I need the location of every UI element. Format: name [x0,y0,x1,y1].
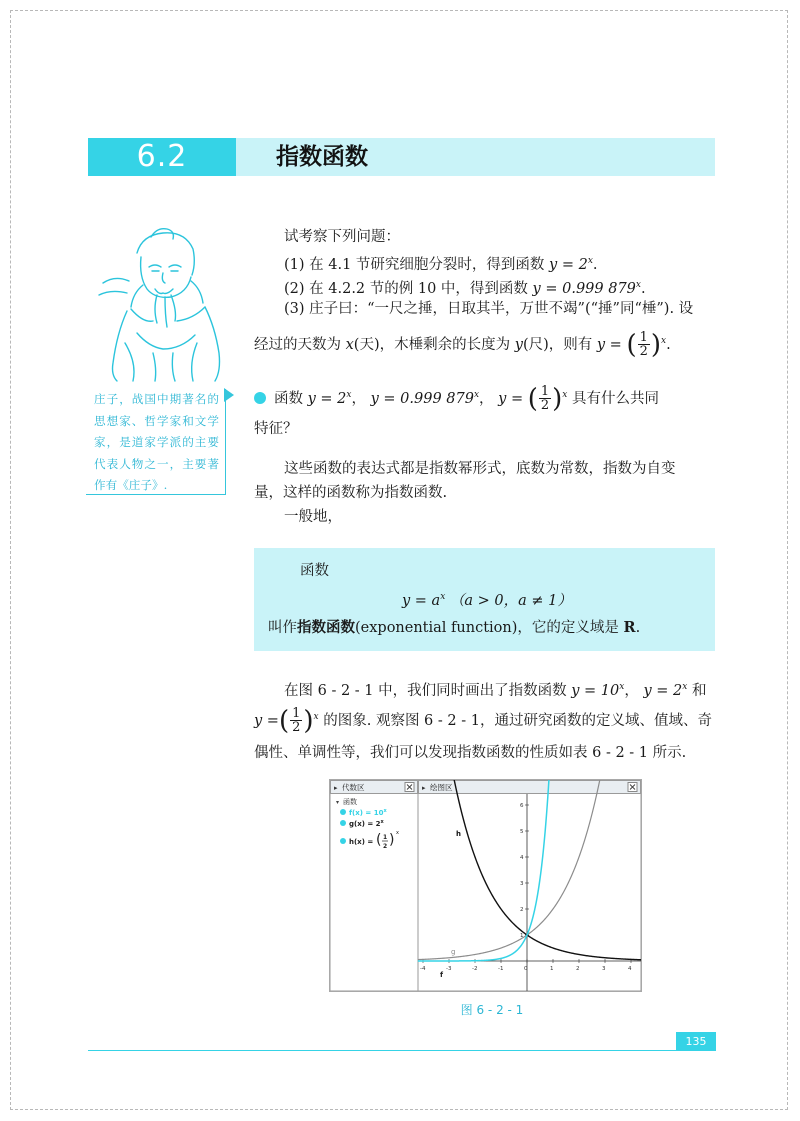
text: (天)，木棰剩余的长度为 [353,336,511,353]
svg-text:1: 1 [383,834,388,841]
intro-line: 试考察下列问题： [284,229,400,245]
problem-2: (2) 在 4.2.2 节的例 10 中，得到函数 y = 0.999 879$^x$. [284,280,646,297]
zhuangzi-side-note: 庄子，战国中期著名的思想家、哲学家和文学家，是道家学派的主要代表人物之一，主要著作有《庄子》. [86,389,226,495]
y-tick-label: 5 [520,829,524,835]
var-x: x [345,336,354,353]
x-tick-label: 2 [576,966,580,972]
h-visibility-dot[interactable] [340,838,346,844]
question-bullet-icon [254,392,266,404]
y-tick-label: 6 [520,803,524,809]
figure-text-line-2: y =( $\frac{1}{2}$ )$^x$ 的图象. 观察图 6 - 2 - 1，通过研究函数的定义域、值域、奇 [254,705,712,736]
y-tick-label: 3 [520,881,524,887]
zhuangzi-portrait-illustration [97,223,227,383]
figure-text-line-3: 偶性、单调性等，我们可以发现指数函数的性质如表 6 - 2 - 1 所示. [254,745,687,761]
x-tick-label: 4 [628,966,632,972]
question-line-1: 函数 $y = 2^x$， y = 0.999 879$^x$， y = ( $\frac{1}{2}$ )$^x$ 具有什么共同 [254,384,716,412]
close-icon[interactable] [405,783,414,792]
problem-1-math: y = 2 [549,256,588,273]
svg-text:): ) [389,832,395,848]
problem-1-text: (1) 在 4.1 节研究细胞分裂时，得到函数 [284,256,545,273]
x-tick-label: -1 [498,966,504,972]
explain-line-1: 这些函数的表达式都是指数幂形式，底数为常数，指数为自变 [284,461,676,477]
x-tick-label: 1 [550,966,554,972]
functions-label: 函数 [343,798,357,806]
text: (尺)，则有 [522,336,593,353]
g-visibility-dot[interactable] [340,820,346,826]
graphics-title: 绘图区 [430,783,453,792]
x-tick-label: -3 [446,966,452,972]
exponent: x [635,280,641,290]
f-definition: $f(x) = 10^x$ [349,808,387,817]
fraction-half: $\frac{1}{2}$ [639,330,648,360]
side-note-pointer [224,388,234,402]
fraction-half: $\frac{1}{2}$ [540,384,550,414]
term-exponential-function: 指数函数 [297,619,355,636]
text: 经过的天数为 [254,336,341,353]
y-tick-label: 2 [520,907,524,913]
section-number: 6.2 [88,138,236,176]
f-visibility-dot[interactable] [340,809,346,815]
section-title: 指数函数 [276,144,368,170]
exponent: x [661,336,667,346]
algebra-title: 代数区 [342,783,365,792]
svg-text:▾: ▾ [336,799,340,806]
x-tick-label: -4 [420,966,426,972]
x-tick-label: 3 [602,966,606,972]
fraction-half: $\frac{1}{2}$ [292,706,301,736]
exponent: x [587,256,593,266]
y-tick-label: 1 [520,933,524,939]
curve-label-f: f [440,971,444,979]
problem-2-math: y = 0.999 879 [532,280,636,297]
problem-2-text: (2) 在 4.2.2 节的例 10 中，得到函数 [284,280,528,297]
q-math-3: y = [498,390,524,407]
q-math-1: y = 2 [307,390,347,407]
problem-3-line-1: (3) 庄子曰：“一尺之捶，日取其半，万世不竭”(“捶”同“棰”). 设 [284,301,694,317]
svg-text:▸: ▸ [334,784,338,792]
definition-term-line: 叫作指数函数(exponential function)，它的定义域是 R. [268,619,641,636]
figure-text-line-1: 在图 6 - 2 - 1 中，我们同时画出了指数函数 $y = 10^x$， $y = 2^x$ 和 [284,682,707,699]
x-tick-label: 0 [524,966,528,972]
curve-label-g: g [451,948,456,956]
x-tick-label: -2 [472,966,478,972]
graphics-panel [418,780,641,991]
figure-6-2-1 [329,779,642,992]
footer-line [88,1050,676,1051]
h-definition: h(x) = [349,838,374,846]
page-number: 135 [676,1032,716,1051]
figure-caption: 图 6 - 2 - 1 [460,1003,524,1017]
general-line: 一般地， [284,509,342,525]
problem-1: (1) 在 4.1 节研究细胞分裂时，得到函数 $y = 2^x$. [284,256,598,273]
close-icon[interactable] [628,783,637,792]
definition-formula: $y = a^x$ （a > 0，a ≠ 1） [402,592,572,609]
g-definition: $g(x) = 2^x$ [349,819,384,828]
question-suffix: 具有什么共同 [571,390,659,407]
domain-R: R [623,619,636,636]
svg-text:x: x [396,830,399,836]
figure-svg [330,780,641,991]
svg-text:2: 2 [383,843,388,850]
var-y: y [596,336,606,353]
definition-label: 函数 [300,563,329,579]
problem-3-line-2: 经过的天数为 x(天)，木棰剩余的长度为 y(尺)，则有 y = ( $\frac{1}{2}$ )$^x$. [254,329,671,360]
question-prefix: 函数 [274,390,303,407]
curve-label-h: h [456,830,461,838]
svg-text:▸: ▸ [422,784,426,792]
explain-line-2: 量，这样的函数称为指数函数. [254,485,448,501]
question-line-2: 特征？ [254,421,298,437]
svg-text:(: ( [376,832,382,848]
q-math-2: y = 0.999 879 [370,390,474,407]
var-y: y [514,336,523,353]
y-tick-label: 4 [520,855,524,861]
